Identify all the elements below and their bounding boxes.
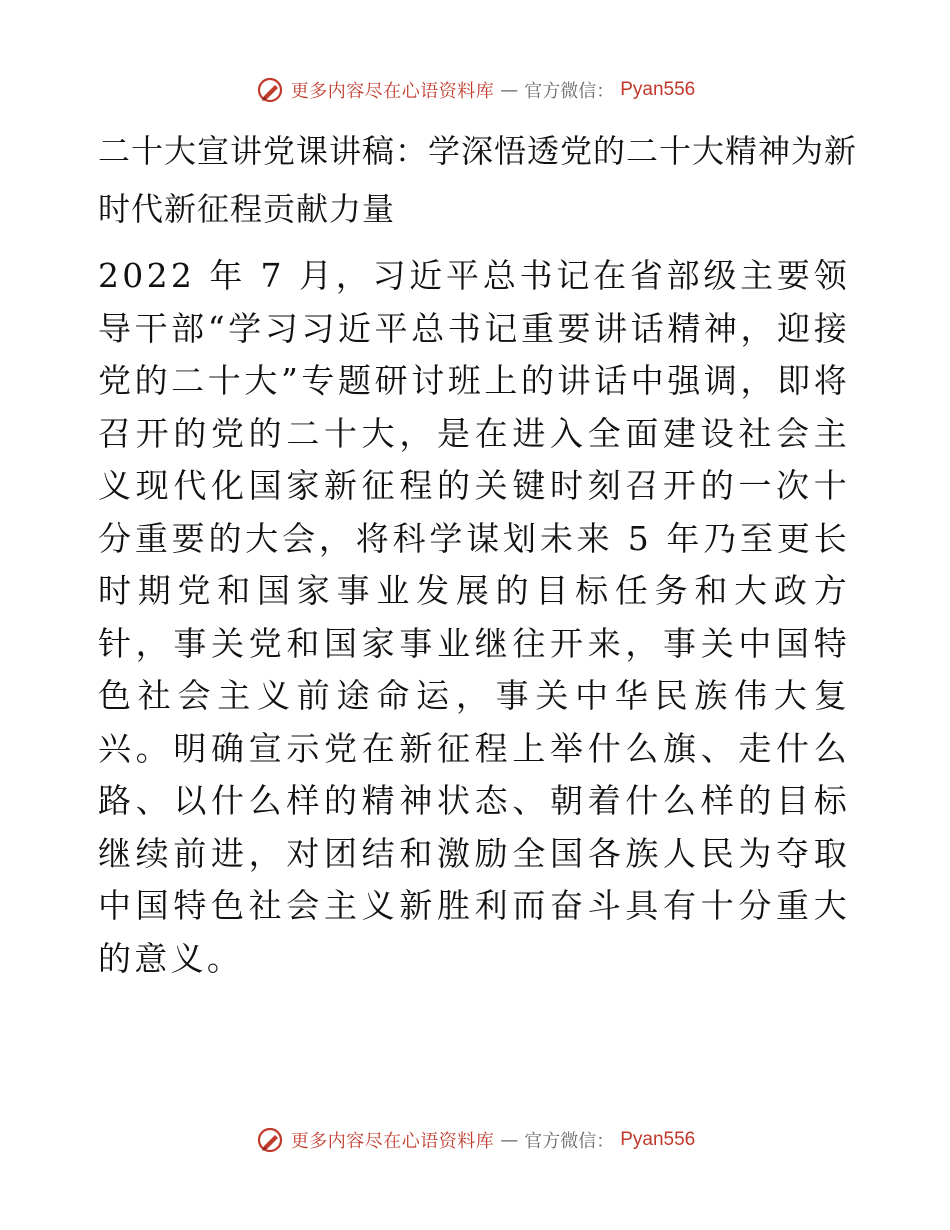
banner-text: 更多内容尽在心语资料库	[290, 1131, 495, 1152]
pen-logo-icon	[255, 75, 285, 105]
wechat-id: Pyan556	[620, 79, 696, 100]
banner-text: 更多内容尽在心语资料库	[290, 81, 495, 102]
banner-separator: —	[500, 79, 519, 101]
wechat-label: 官方微信：	[524, 1131, 615, 1152]
banner-separator: —	[500, 1129, 519, 1151]
wechat-id: Pyan556	[620, 1129, 696, 1150]
pen-logo-icon	[255, 1125, 285, 1155]
footer-banner	[0, 1120, 950, 1160]
wechat-label: 官方微信：	[524, 81, 615, 102]
header-banner	[0, 70, 950, 110]
body-paragraph: 2022 年 7 月，习近平总书记在省部级主要领导干部“学习习近平总书记重要讲话精神，迎接党的二十大”专题研讨班上的讲话中强调，即将召开的党的二十大，是在进入全面建设社会主义现代化国家新征程的关键时刻召开的一次十分重要的大会，将科学谋划未来 5 年乃至更长时期党和国家事业发展的目标任务和大政方针，事关党和国家事业继往开来，事关中国特色社会主义前途命运，事关中华民族伟大复兴。明确宣示党在新征程上举什么旗、走什么路、以什么样的精神状态、朝着什么样的目标继续前进，对团结和激励全国各族人民为夺取中国特色社会主义新胜利而奋斗具有十分重大的意义。	[98, 256, 850, 978]
document-title: 二十大宣讲党课讲稿：学深悟透党的二十大精神为新时代新征程贡献力量	[98, 132, 858, 228]
